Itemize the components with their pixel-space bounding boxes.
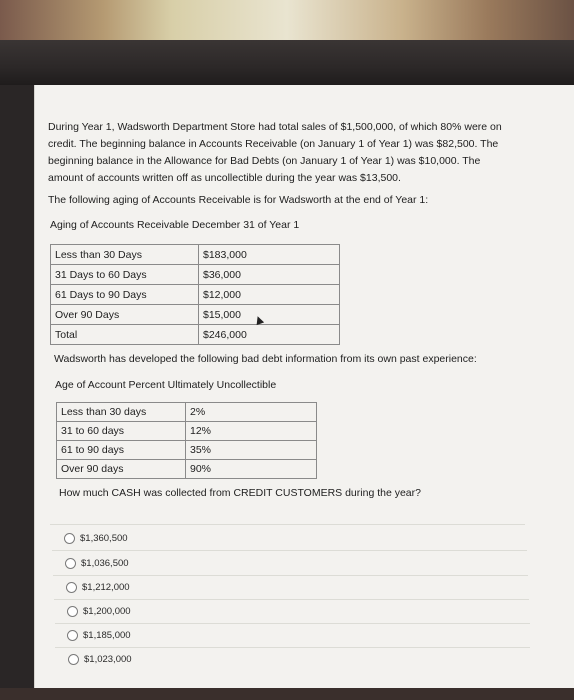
answer-option-label: $1,185,000: [83, 630, 131, 641]
table-row: [57, 441, 317, 460]
aging-label: Over 90 Days: [51, 305, 199, 325]
answer-option-label: $1,023,000: [84, 654, 132, 665]
divider: [50, 524, 525, 525]
radio-button[interactable]: [68, 654, 79, 665]
radio-button[interactable]: [66, 582, 77, 593]
aging-table-title: Aging of Accounts Receivable December 31 of Year 1: [50, 219, 300, 231]
table-row: [57, 460, 317, 479]
history-label: 61 to 90 days: [57, 441, 186, 460]
history-value: 12%: [186, 422, 317, 441]
question-intro: During Year 1, Wadsworth Department Store had total sales of $1,500,000, of which 80% were on credit. The beginning balance in Accounts Receivable (on January 1 of Year 1) was $82,500. The beginning balance in the Allowance for Bad Debts (on January 1 of Year 1) was $10,000. The amount of accounts written off as uncollectible during the year was $13,500.: [48, 121, 502, 184]
table-row: [51, 265, 340, 285]
aging-intro-text: The following aging of Accounts Receivable is for Wadsworth at the end of Year 1:: [48, 194, 429, 206]
bottom-edge: [0, 688, 574, 700]
aging-label: 31 Days to 60 Days: [51, 265, 199, 285]
answer-option[interactable]: [68, 654, 132, 665]
aging-value: $12,000: [199, 285, 340, 305]
aging-label: 61 Days to 90 Days: [51, 285, 199, 305]
radio-button[interactable]: [65, 558, 76, 569]
aging-value: $36,000: [199, 265, 340, 285]
radio-button[interactable]: [64, 533, 75, 544]
table-row: [51, 325, 340, 345]
question-prompt: How much CASH was collected from CREDIT CUSTOMERS during the year?: [59, 487, 421, 499]
table-row: [51, 305, 340, 325]
divider: [54, 599, 529, 600]
table-row: [57, 403, 317, 422]
history-table: [56, 402, 317, 479]
divider: [52, 550, 527, 551]
history-label: Over 90 days: [57, 460, 186, 479]
divider: [55, 647, 530, 648]
answer-option-label: $1,036,500: [81, 558, 129, 569]
background-photo-top: [0, 0, 574, 40]
aging-table: [50, 244, 340, 345]
table-row: [51, 245, 340, 265]
answer-option[interactable]: [67, 606, 131, 617]
screen-bezel-bar: [0, 40, 574, 85]
aging-label: Less than 30 Days: [51, 245, 199, 265]
aging-value: $183,000: [199, 245, 340, 265]
history-intro-text: Wadsworth has developed the following bad debt information from its own past experience:: [54, 353, 477, 365]
answer-option-label: $1,360,500: [80, 533, 128, 544]
history-value: 90%: [186, 460, 317, 479]
history-table-title: Age of Account Percent Ultimately Uncollectible: [55, 379, 277, 391]
answer-option-label: $1,212,000: [82, 582, 130, 593]
radio-button[interactable]: [67, 606, 78, 617]
answer-option[interactable]: [64, 533, 128, 544]
aging-value: $15,000: [199, 305, 340, 325]
history-value: 35%: [186, 441, 317, 460]
divider: [55, 623, 530, 624]
history-label: Less than 30 days: [57, 403, 186, 422]
table-row: [57, 422, 317, 441]
history-value: 2%: [186, 403, 317, 422]
answer-option[interactable]: [67, 630, 131, 641]
table-row: [51, 285, 340, 305]
answer-option-label: $1,200,000: [83, 606, 131, 617]
answer-option[interactable]: [66, 582, 130, 593]
divider: [53, 575, 528, 576]
history-label: 31 to 60 days: [57, 422, 186, 441]
aging-label: Total: [51, 325, 199, 345]
answer-option[interactable]: [65, 558, 129, 569]
aging-value: $246,000: [199, 325, 340, 345]
radio-button[interactable]: [67, 630, 78, 641]
